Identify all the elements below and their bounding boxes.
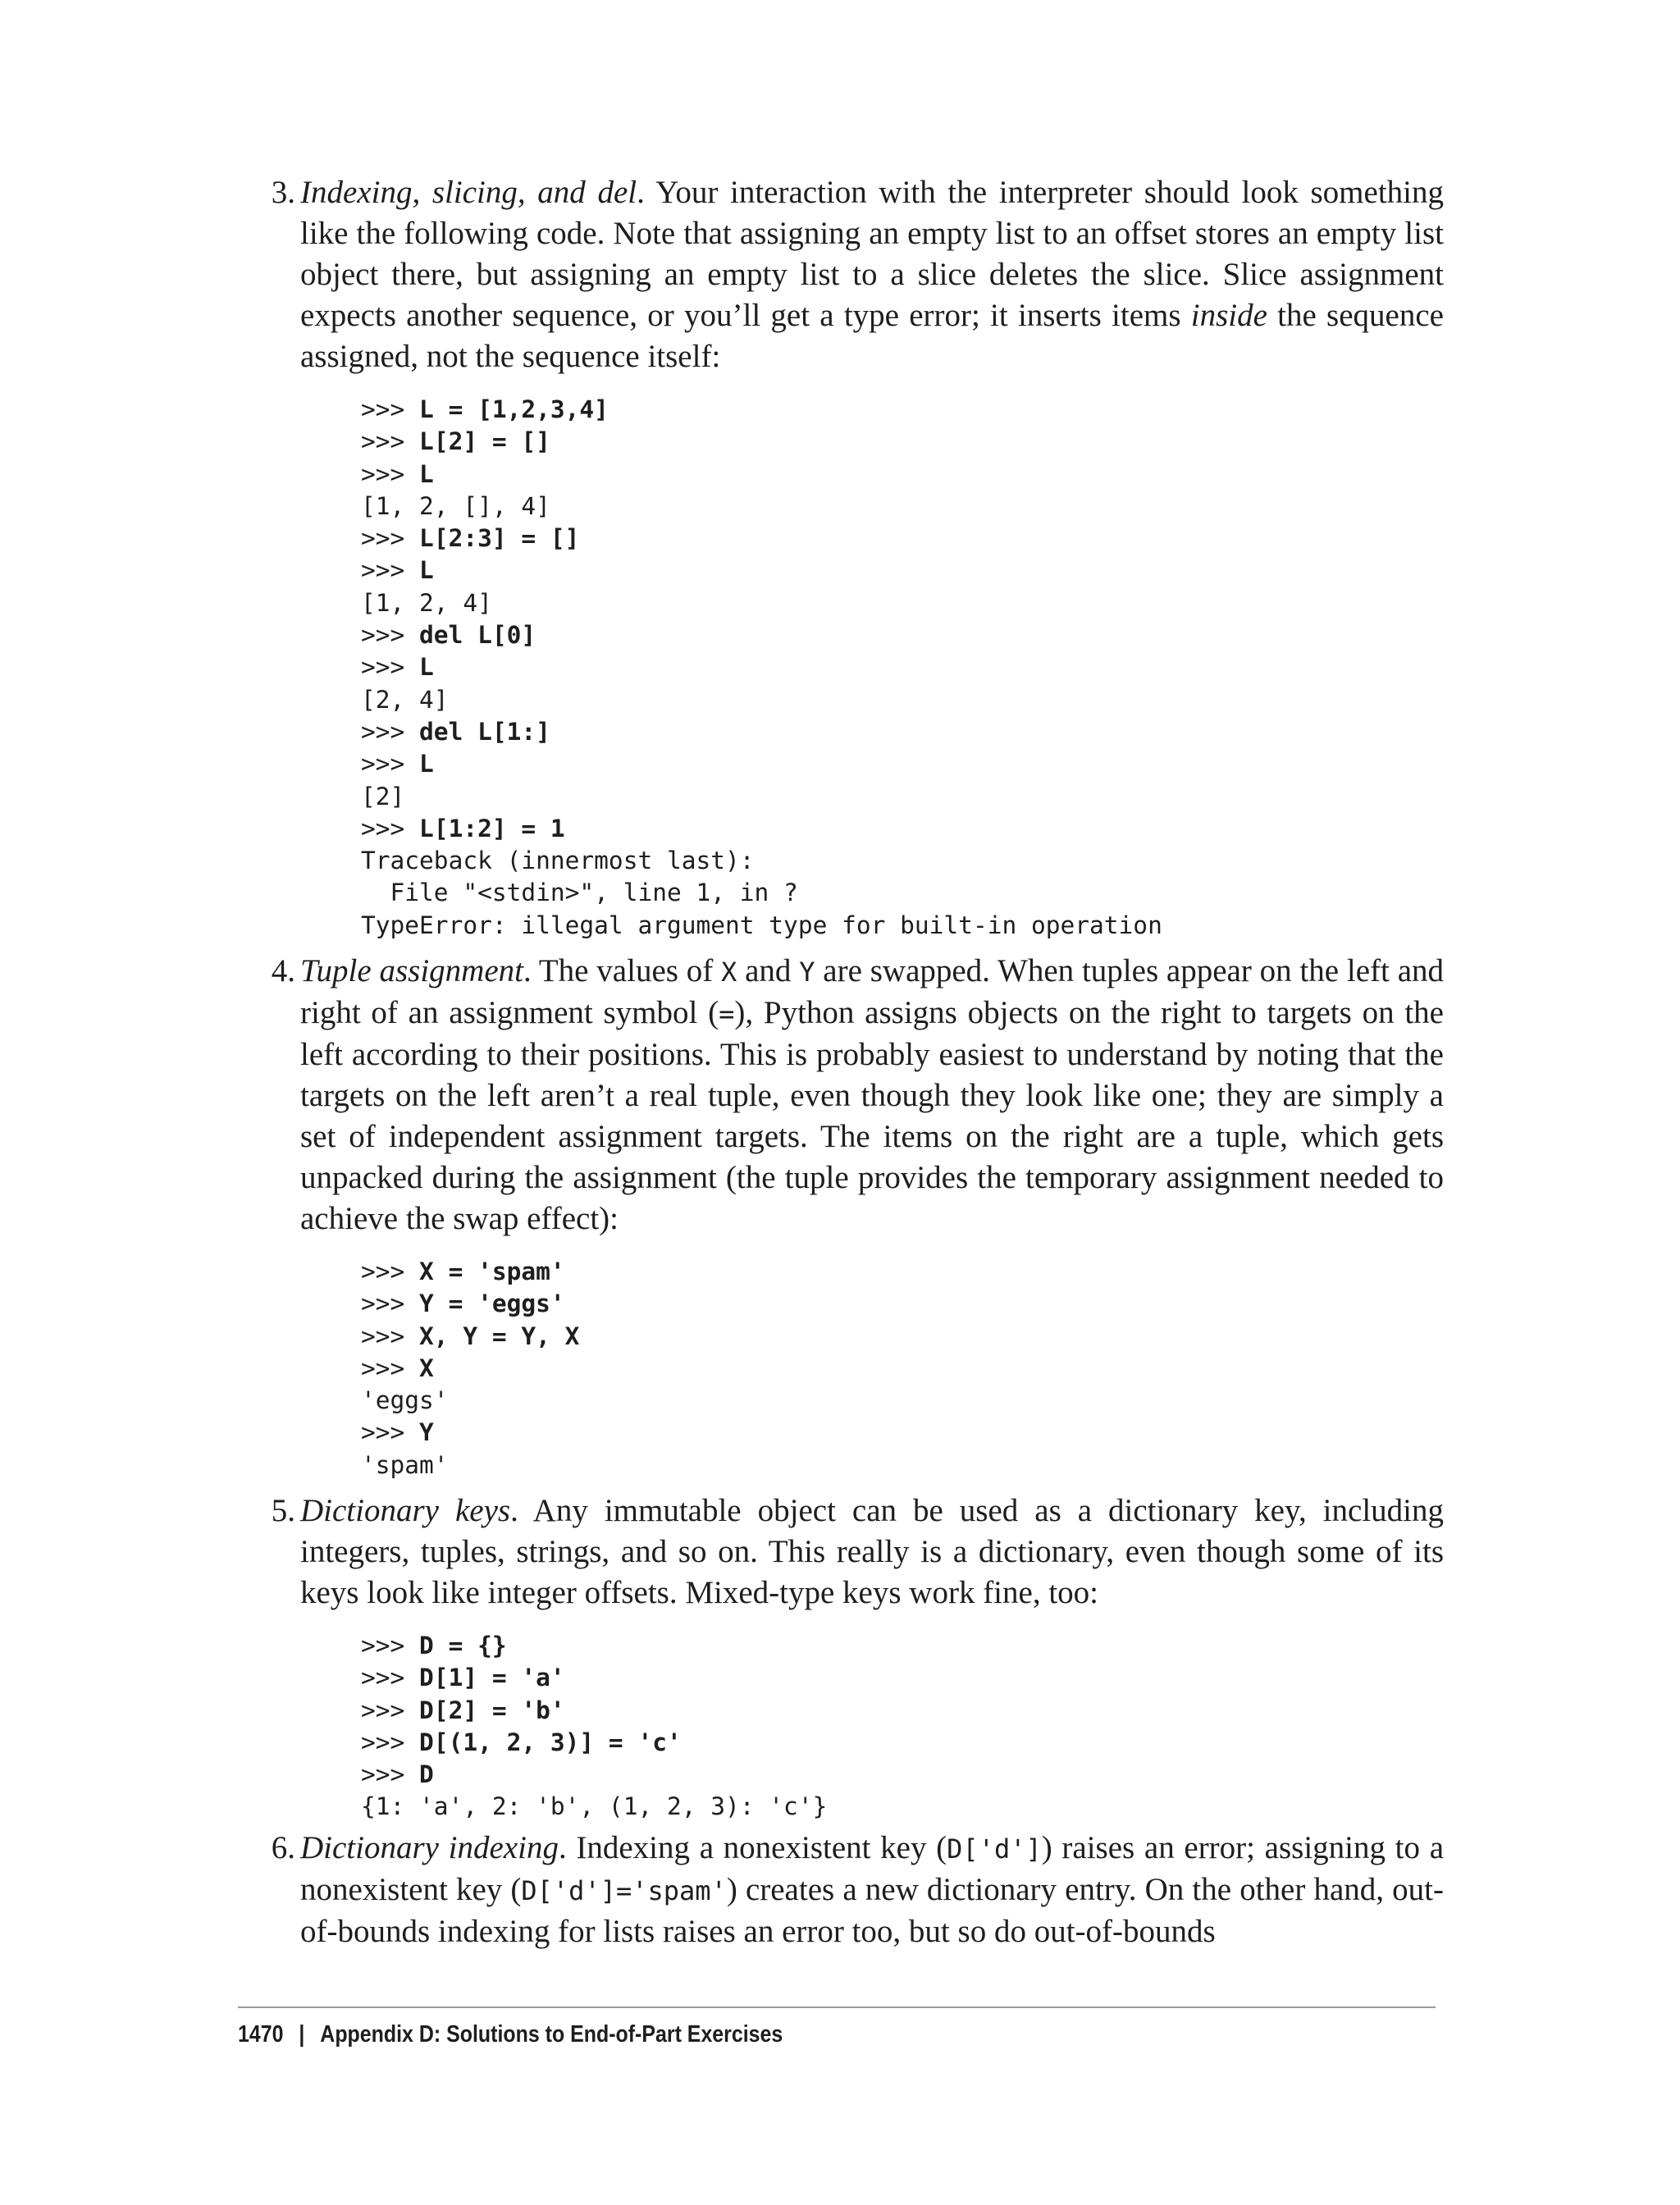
code-line: TypeError: illegal argument type for built-in operation: [361, 911, 1162, 939]
code-input: L = [1,2,3,4]: [419, 395, 609, 423]
code-line: [2]: [361, 782, 405, 810]
code-prompt: >>>: [361, 459, 420, 488]
code-line: [361, 716, 1444, 748]
code-line: [361, 1695, 1444, 1727]
item-title: Tuple assignment: [300, 953, 523, 988]
code-prompt: >>>: [361, 1632, 420, 1659]
code-input: D[(1, 2, 3)] = 'c': [419, 1728, 682, 1756]
code-prompt: >>>: [361, 621, 420, 650]
code-input: del L[0]: [419, 621, 536, 650]
exercise-4-text: Tuple assignment. The values of X and Y are swapped. When tuples appear on the left and right of an assignment symbol (=), Python assigns objects on the right to targets on the left according to their positions. This is probably easiest to understand by noting that the targets on the left aren’t a real tuple, even though they look like one; they are simply a set of independent assignment targets. The items on the right are a tuple, which gets unpacked during the assignment (the tuple provides the temporary assignment needed to achieve the swap effect):: [300, 953, 1445, 1236]
code-line: 'eggs': [361, 1386, 449, 1415]
code-input: L: [419, 750, 434, 778]
exercise-4: [246, 951, 1444, 1481]
code-prompt: >>>: [361, 395, 420, 423]
code-line: [361, 1417, 1444, 1449]
item-number: 5.: [271, 1493, 295, 1528]
code-input: L[1:2] = 1: [419, 814, 565, 842]
code-prompt: >>>: [361, 814, 420, 842]
code-input: L: [419, 459, 434, 488]
code-line: [361, 1288, 1444, 1320]
code-prompt: >>>: [361, 1760, 420, 1789]
page-number: 1470: [238, 2021, 284, 2048]
code-line: [361, 1353, 1444, 1385]
code-input: Y: [419, 1418, 434, 1447]
code-prompt: >>>: [361, 1354, 420, 1382]
code-input: D: [419, 1760, 434, 1789]
code-prompt: >>>: [361, 556, 420, 585]
exercise-6: [246, 1828, 1444, 1952]
chapter-title: Appendix D: Solutions to End-of-Part Exercises: [320, 2021, 783, 2048]
code-prompt: >>>: [361, 524, 420, 553]
code-block: [361, 1256, 1444, 1481]
code-line: [361, 1256, 1444, 1288]
code-input: D = {}: [419, 1632, 507, 1659]
code-line: [361, 394, 1444, 426]
code-prompt: >>>: [361, 750, 420, 778]
code-line: [361, 459, 1444, 491]
code-prompt: >>>: [361, 1664, 420, 1692]
code-prompt: >>>: [361, 717, 420, 746]
code-line: [361, 1630, 1444, 1662]
code-block: [361, 394, 1444, 942]
code-prompt: >>>: [361, 1322, 420, 1350]
code-prompt: >>>: [361, 653, 420, 682]
code-input: X: [419, 1354, 434, 1382]
item-title: Indexing, slicing, and del: [300, 175, 637, 210]
code-line: [361, 426, 1444, 458]
code-prompt: >>>: [361, 1418, 420, 1447]
footer-separator: |: [299, 2021, 305, 2048]
code-input: L: [419, 556, 434, 585]
code-line: {1: 'a', 2: 'b', (1, 2, 3): 'c'}: [361, 1792, 828, 1821]
footer-rule: [238, 2006, 1436, 2008]
item-number: 3.: [271, 175, 295, 210]
code-input: D[1] = 'a': [419, 1664, 565, 1692]
code-input: L[2:3] = []: [419, 524, 580, 553]
code-line: [361, 813, 1444, 845]
exercise-3: [246, 172, 1444, 942]
code-prompt: >>>: [361, 1728, 420, 1756]
code-line: [361, 1759, 1444, 1791]
item-number: 6.: [271, 1830, 295, 1865]
exercise-5: [246, 1491, 1444, 1824]
code-input: L: [419, 653, 434, 682]
code-line: [361, 651, 1444, 683]
code-line: [361, 1662, 1444, 1694]
code-line: 'spam': [361, 1450, 449, 1479]
code-line: File "<stdin>", line 1, in ?: [361, 879, 798, 907]
code-prompt: >>>: [361, 1258, 420, 1285]
item-title: Dictionary keys: [300, 1493, 511, 1528]
page-footer: [238, 2020, 783, 2049]
item-title: Dictionary indexing: [300, 1830, 559, 1865]
code-input: D[2] = 'b': [419, 1696, 565, 1724]
code-line: [361, 555, 1444, 587]
code-input: X = 'spam': [419, 1258, 565, 1285]
code-prompt: >>>: [361, 1696, 420, 1724]
exercise-6-text: Dictionary indexing. Indexing a nonexistent key (D['d']) raises an error; assigning to a nonexistent key (D['d']='spam') creates a new dictionary entry. On the other hand, out-of-bounds indexing for lists raises an error too, but so do out-of-bounds: [300, 1830, 1445, 1949]
code-line: [361, 1727, 1444, 1759]
code-input: X, Y = Y, X: [419, 1322, 580, 1350]
code-input: del L[1:]: [419, 717, 550, 746]
code-line: [361, 619, 1444, 651]
code-line: [1, 2, [], 4]: [361, 491, 550, 520]
code-line: [1, 2, 4]: [361, 588, 492, 617]
code-line: [2, 4]: [361, 685, 449, 714]
code-input: Y = 'eggs': [419, 1290, 565, 1318]
code-line: [361, 1321, 1444, 1353]
code-prompt: >>>: [361, 427, 420, 456]
code-prompt: >>>: [361, 1290, 420, 1318]
code-block: [361, 1630, 1444, 1824]
code-line: Traceback (innermost last):: [361, 847, 755, 875]
code-line: [361, 748, 1444, 780]
code-line: [361, 523, 1444, 555]
exercise-3-text: Indexing, slicing, and del. Your interaction with the interpreter should look something like the following code. Note that assigning an empty list to an offset stores an empty list object there, but assigning an empty list to a slice deletes the slice. Slice assignment expects another sequence, or you’ll get a type error; it inserts items inside the sequence assigned, not the sequence itself:: [300, 175, 1444, 374]
code-input: L[2] = []: [419, 427, 550, 456]
item-number: 4.: [271, 953, 295, 988]
exercise-5-text: Dictionary keys. Any immutable object can be used as a dictionary key, including integers, tuples, strings, and so on. This really is a dictionary, even though some of its keys look like integer offsets. Mixed-type keys work fine, too:: [300, 1493, 1445, 1610]
